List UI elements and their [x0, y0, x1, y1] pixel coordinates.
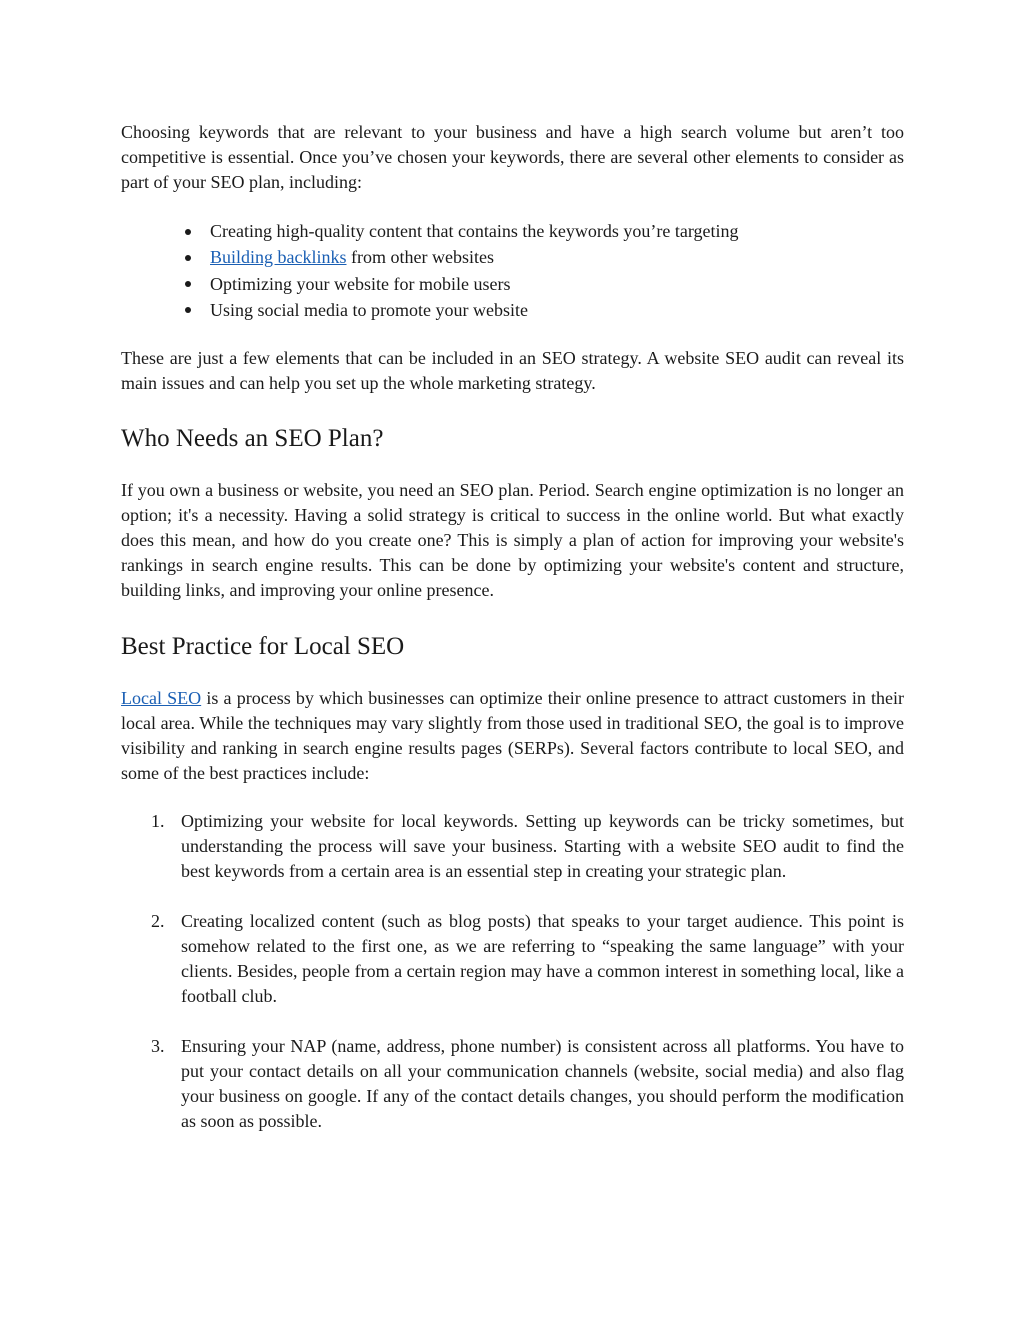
who-needs-heading: Who Needs an SEO Plan? [121, 425, 384, 453]
list-item [121, 909, 904, 1009]
list-item-text: from other websites [346, 247, 494, 268]
list-item-text: Optimizing your website for local keywords. Setting up keywords can be tricky sometimes, but understanding the process will save your business. Starting with a website SEO audit to find the best keywords from a certain area is an essential step in creating your strategic plan. [181, 811, 904, 882]
list-item-number: 2. [151, 911, 165, 932]
seo-elements-list [121, 218, 904, 323]
list-item [121, 1034, 904, 1134]
summary-paragraph: These are just a few elements that can be included in an SEO strategy. A website SEO audit can reveal its main issues and can help you set up the whole marketing strategy. [121, 348, 904, 394]
list-item [121, 271, 904, 297]
list-item-text: Optimizing your website for mobile users [210, 273, 511, 294]
local-seo-paragraph-text: is a process by which businesses can optimize their online presence to attract customers in their local area. While the techniques may vary slightly from those used in traditional SEO, the goal is to improve visibility and ranking in search engine results pages (SERPs). Several factors contribute to local SEO, and some of the best practices include: [121, 688, 904, 784]
bullet-icon [185, 281, 191, 287]
bullet-icon [185, 255, 191, 261]
list-item-number: 1. [151, 811, 165, 832]
building-backlinks-link[interactable]: Building backlinks [210, 247, 347, 268]
list-item [121, 297, 904, 323]
list-item [121, 809, 904, 884]
local-seo-heading: Best Practice for Local SEO [121, 633, 405, 661]
list-item-text: Using social media to promote your website [210, 299, 528, 320]
document-page [121, 120, 904, 1159]
local-seo-paragraph [121, 686, 904, 786]
list-item-text: Ensuring your NAP (name, address, phone number) is consistent across all platforms. You have to put your contact details on all your communication channels (website, social media) and also flag your business on google. If any of the contact details changes, you should perform the modification as soon as possible. [181, 1036, 904, 1132]
list-item-text: Creating localized content (such as blog posts) that speaks to your target audience. This point is somehow related to the first one, as we are referring to “speaking the same language” with your clients. Besides, people from a certain region may have a common interest in something local, like a football club. [181, 911, 904, 1007]
intro-paragraph: Choosing keywords that are relevant to your business and have a high search volume but aren’t too competitive is essential. Once you’ve chosen your keywords, there are several other elements to consider as part of your SEO plan, including: [121, 122, 904, 192]
list-item-number: 3. [151, 1036, 165, 1057]
list-item [121, 218, 904, 244]
list-item [121, 244, 904, 270]
list-item-text: Creating high-quality content that contains the keywords you’re targeting [210, 221, 739, 241]
bullet-icon [185, 307, 191, 313]
bullet-icon [185, 229, 191, 235]
who-needs-paragraph: If you own a business or website, you need an SEO plan. Period. Search engine optimization is no longer an option; it's a necessity. Having a solid strategy is critical to success in the online world. But what exactly does this mean, and how do you create one? This is simply a plan of action for improving your website's rankings in search engine results. This can be done by optimizing your website's content and structure, building links, and improving your online presence. [121, 480, 904, 601]
best-practices-list [121, 809, 904, 1134]
local-seo-link[interactable]: Local SEO [121, 688, 202, 709]
